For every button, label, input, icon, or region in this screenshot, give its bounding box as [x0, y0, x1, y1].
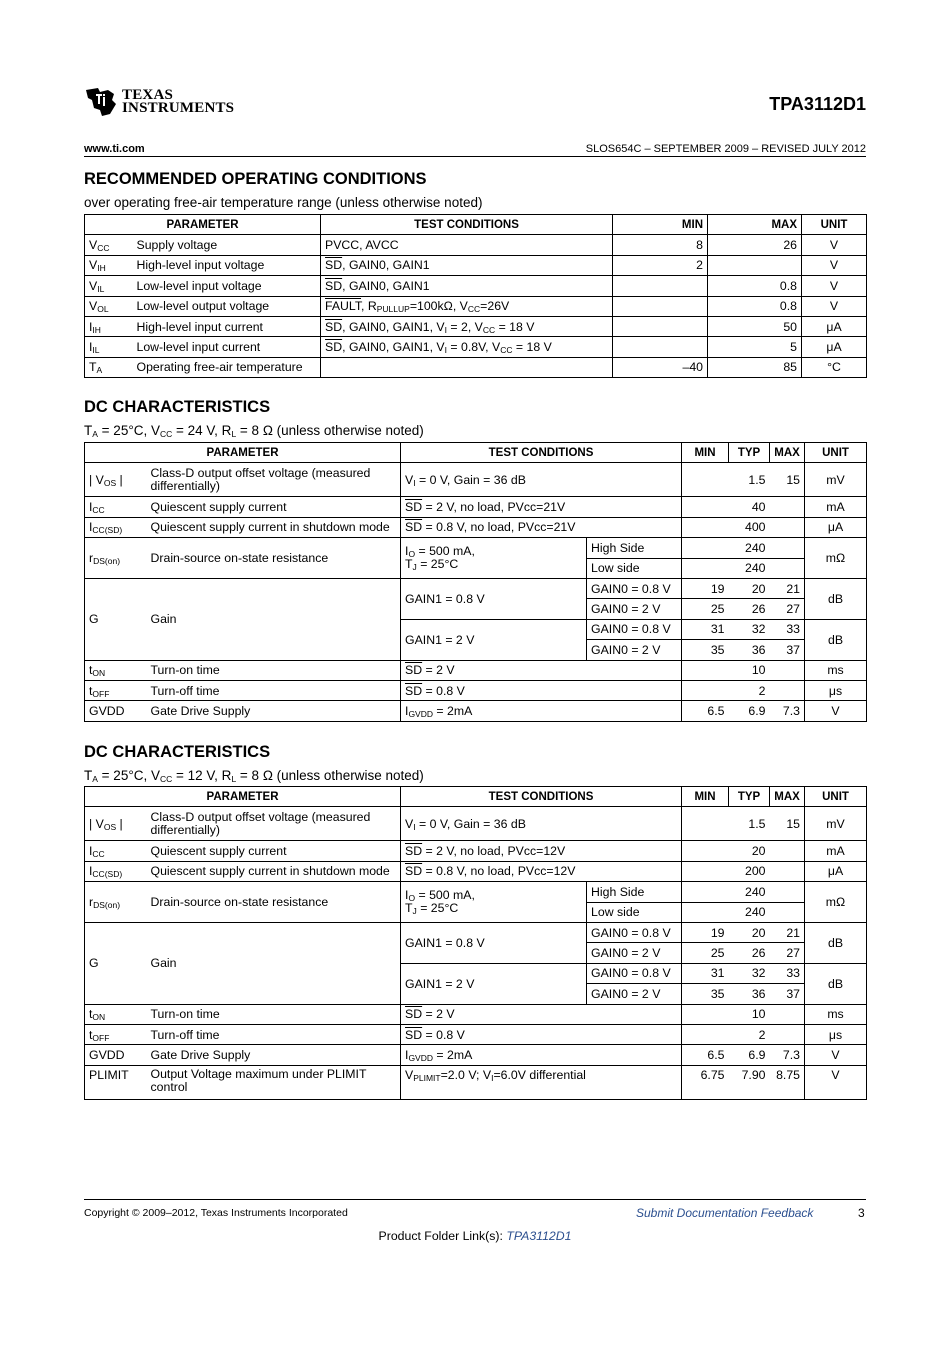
- typ-value: 20: [729, 578, 770, 598]
- symbol: GVDD: [85, 701, 147, 721]
- ti-logo[interactable]: [84, 84, 235, 120]
- max-value: 27: [770, 943, 805, 963]
- unit-value: V: [805, 1045, 867, 1065]
- max-value: 33: [770, 963, 805, 983]
- dc12-table: [84, 786, 867, 1100]
- param-desc: High-level input voltage: [133, 255, 321, 275]
- max-value: 0.8: [708, 296, 802, 316]
- unit-value: ms: [805, 660, 867, 680]
- typ-value: 2: [729, 680, 770, 700]
- roc-header-conditions: TEST CONDITIONS: [321, 215, 613, 235]
- unit-value: mA: [805, 841, 867, 861]
- min-value: [613, 296, 708, 316]
- param-desc: Class-D output offset voltage (measured differentially): [147, 463, 401, 497]
- unit-value: μA: [805, 861, 867, 881]
- symbol: $I_{CC(SD)}$: [85, 517, 147, 537]
- copyright: Copyright © 2009–2012, Texas Instruments Incorporated: [84, 1207, 348, 1219]
- param-desc: Supply voltage: [133, 235, 321, 255]
- test-condition: $V_{PLIMIT}=2.0$ V; $V_I=6.0V$ differential: [401, 1065, 682, 1099]
- param-desc: Gain: [147, 578, 401, 660]
- test-condition: $\overline{SD} = 0.8$ V, no load, PVcc=12V: [401, 861, 682, 881]
- symbol: G: [85, 578, 147, 660]
- unit-value: V: [805, 701, 867, 721]
- typ-value: 20: [729, 922, 770, 942]
- sub-condition: GAIN0 = 0.8 V: [587, 922, 682, 942]
- symbol: $I_{CC}$: [85, 841, 147, 861]
- table-row: [85, 1024, 867, 1044]
- dc24-header-conditions: TEST CONDITIONS: [401, 443, 682, 463]
- min-value: [613, 337, 708, 357]
- max-value: 37: [770, 984, 805, 1004]
- table-row: [85, 882, 867, 902]
- unit-value: dB: [805, 922, 867, 963]
- symbol: $t_{ON}$: [85, 660, 147, 680]
- table-row: [85, 337, 867, 357]
- symbol: $I_{CC}$: [85, 497, 147, 517]
- test-condition: $I_O = 500$ mA, $T_J = 25^\circ C$: [401, 882, 587, 923]
- sub-condition: High Side: [587, 538, 682, 558]
- roc-table: [84, 214, 867, 378]
- typ-value: 200: [729, 861, 770, 881]
- max-value: 7.3: [770, 1045, 805, 1065]
- table-row: [85, 463, 867, 497]
- unit-value: ms: [805, 1004, 867, 1024]
- typ-value: 240: [729, 902, 770, 922]
- typ-value: 1.5: [729, 807, 770, 841]
- unit-value: μA: [802, 337, 867, 357]
- typ-value: 400: [729, 517, 770, 537]
- test-condition: $\overline{SD}$, GAIN0, GAIN1, $V_I = 2$, $V_{CC} = 18$ V: [321, 316, 613, 336]
- symbol: $I_{CC(SD)}$: [85, 861, 147, 881]
- max-value: 26: [708, 235, 802, 255]
- max-value: 33: [770, 619, 805, 639]
- table-row: [85, 701, 867, 721]
- min-value: 25: [682, 599, 729, 619]
- dc12-subtitle: $T_A = 25^\circ C$, $V_{CC} = 12$ V, $R_L = 8$ Ω (unless otherwise noted): [84, 768, 424, 784]
- typ-value: 26: [729, 943, 770, 963]
- ti-logo-icon: [84, 84, 120, 120]
- sub-condition: GAIN0 = 2 V: [587, 599, 682, 619]
- max-value: 50: [708, 316, 802, 336]
- submit-feedback-link[interactable]: Submit Documentation Feedback: [636, 1206, 814, 1220]
- product-folder: [0, 1229, 950, 1243]
- min-value: 19: [682, 578, 729, 598]
- table-row: [85, 807, 867, 841]
- roc-subtitle: over operating free-air temperature range (unless otherwise noted): [84, 195, 483, 210]
- page-number: 3: [858, 1206, 865, 1220]
- dc24-header-max: MAX: [770, 443, 805, 463]
- param-desc: Quiescent supply current in shutdown mode: [147, 861, 401, 881]
- typ-value: 240: [729, 882, 770, 902]
- param-desc: Low-level input voltage: [133, 276, 321, 296]
- min-value: 35: [682, 984, 729, 1004]
- symbol: $r_{DS(on)}$: [85, 882, 147, 923]
- unit-value: μA: [805, 517, 867, 537]
- param-desc: Turn-off time: [147, 1024, 401, 1044]
- table-row: [85, 497, 867, 517]
- test-condition: PVCC, AVCC: [321, 235, 613, 255]
- min-value: 35: [682, 640, 729, 660]
- table-row: [85, 861, 867, 881]
- table-row: [85, 841, 867, 861]
- typ-value: 32: [729, 619, 770, 639]
- typ-value: 7.90: [729, 1065, 770, 1099]
- max-value: 37: [770, 640, 805, 660]
- unit-value: μA: [802, 316, 867, 336]
- param-desc: Gate Drive Supply: [147, 701, 401, 721]
- table-row: [85, 235, 867, 255]
- dc24-header-parameter: PARAMETER: [85, 443, 401, 463]
- min-value: 31: [682, 619, 729, 639]
- dc24-header-min: MIN: [682, 443, 729, 463]
- test-condition: GAIN1 = 0.8 V: [401, 922, 587, 963]
- table-row: [85, 1004, 867, 1024]
- dc24-header-typ: TYP: [729, 443, 770, 463]
- typ-value: 6.9: [729, 701, 770, 721]
- param-desc: Quiescent supply current: [147, 497, 401, 517]
- typ-value: 1.5: [729, 463, 770, 497]
- unit-value: dB: [805, 619, 867, 660]
- test-condition: $\overline{SD} = 2$ V, no load, PVcc=21V: [401, 497, 682, 517]
- typ-value: 10: [729, 660, 770, 680]
- product-folder-label: Product Folder Link(s):: [378, 1229, 507, 1243]
- test-condition: $V_I = 0$ V, Gain = 36 dB: [401, 463, 682, 497]
- table-row: [85, 660, 867, 680]
- sub-condition: Low side: [587, 902, 682, 922]
- unit-value: mΩ: [805, 538, 867, 579]
- max-value: 15: [770, 463, 805, 497]
- test-condition: $I_{GVDD} = 2mA$: [401, 1045, 682, 1065]
- param-desc: Output Voltage maximum under PLIMIT control: [147, 1065, 401, 1099]
- symbol: PLIMIT: [85, 1065, 147, 1099]
- max-value: 8.75: [770, 1065, 805, 1099]
- typ-value: 240: [729, 558, 770, 578]
- param-desc: High-level input current: [133, 316, 321, 336]
- param-desc: Gain: [147, 922, 401, 1004]
- test-condition: [321, 357, 613, 377]
- param-desc: Turn-on time: [147, 1004, 401, 1024]
- symbol: $I_{IL}$: [85, 337, 133, 357]
- test-condition: $\overline{SD}$, GAIN0, GAIN1, $V_I = 0.8V$, $V_{CC} = 18$ V: [321, 337, 613, 357]
- sub-condition: GAIN0 = 2 V: [587, 943, 682, 963]
- unit-value: °C: [802, 357, 867, 377]
- unit-value: V: [802, 276, 867, 296]
- max-value: 21: [770, 578, 805, 598]
- typ-value: 32: [729, 963, 770, 983]
- min-value: 19: [682, 922, 729, 942]
- table-row: [85, 578, 867, 598]
- unit-value: dB: [805, 963, 867, 1004]
- symbol: $t_{OFF}$: [85, 680, 147, 700]
- unit-value: mΩ: [805, 882, 867, 923]
- header-divider: [84, 156, 866, 157]
- company-line2: INSTRUMENTS: [122, 100, 235, 116]
- table-row: [85, 680, 867, 700]
- test-condition: GAIN1 = 2 V: [401, 619, 587, 660]
- symbol: $t_{ON}$: [85, 1004, 147, 1024]
- symbol: $I_{IH}$: [85, 316, 133, 336]
- unit-value: mV: [805, 463, 867, 497]
- min-value: [613, 276, 708, 296]
- dc12-header-unit: UNIT: [805, 787, 867, 807]
- sub-condition: GAIN0 = 0.8 V: [587, 963, 682, 983]
- param-desc: Turn-off time: [147, 680, 401, 700]
- test-condition: $V_I = 0$ V, Gain = 36 dB: [401, 807, 682, 841]
- param-desc: Quiescent supply current: [147, 841, 401, 861]
- symbol: | $V_{OS}$ |: [85, 807, 147, 841]
- unit-value: V: [802, 235, 867, 255]
- symbol: $T_A$: [85, 357, 133, 377]
- symbol: $V_{CC}$: [85, 235, 133, 255]
- typ-value: 36: [729, 640, 770, 660]
- roc-header-max: MAX: [708, 215, 802, 235]
- max-value: 15: [770, 807, 805, 841]
- param-desc: Gate Drive Supply: [147, 1045, 401, 1065]
- dc12-header-conditions: TEST CONDITIONS: [401, 787, 682, 807]
- table-row: [85, 1045, 867, 1065]
- typ-value: 240: [729, 538, 770, 558]
- min-value: 31: [682, 963, 729, 983]
- sub-condition: GAIN0 = 0.8 V: [587, 578, 682, 598]
- min-value: 8: [613, 235, 708, 255]
- unit-value: V: [805, 1065, 867, 1099]
- doc-title: TPA3112D1: [769, 94, 866, 114]
- sub-condition: GAIN0 = 0.8 V: [587, 619, 682, 639]
- max-value: 85: [708, 357, 802, 377]
- test-condition: $\overline{SD} = 0.8$ V, no load, PVcc=21V: [401, 517, 682, 537]
- param-desc: Operating free-air temperature: [133, 357, 321, 377]
- max-value: [708, 255, 802, 275]
- dc12-header-max: MAX: [770, 787, 805, 807]
- unit-value: V: [802, 296, 867, 316]
- param-desc: Class-D output offset voltage (measured differentially): [147, 807, 401, 841]
- min-value: 6.5: [682, 1045, 729, 1065]
- symbol: | $V_{OS}$ |: [85, 463, 147, 497]
- typ-value: 26: [729, 599, 770, 619]
- typ-value: 10: [729, 1004, 770, 1024]
- unit-value: V: [802, 255, 867, 275]
- table-row: [85, 1065, 867, 1099]
- param-desc: Turn-on time: [147, 660, 401, 680]
- test-condition: $\overline{SD} = 2$ V: [401, 660, 682, 680]
- dc12-header-min: MIN: [682, 787, 729, 807]
- dc24-title: DC CHARACTERISTICS: [84, 398, 271, 416]
- roc-header-unit: UNIT: [802, 215, 867, 235]
- dc24-subtitle-rest: = 8 Ω (unless otherwise noted): [236, 423, 424, 438]
- typ-value: 40: [729, 497, 770, 517]
- website-link[interactable]: www.ti.com: [84, 143, 145, 155]
- param-desc: Drain-source on-state resistance: [147, 882, 401, 923]
- test-condition: GAIN1 = 0.8 V: [401, 578, 587, 619]
- symbol: $r_{DS(on)}$: [85, 538, 147, 579]
- typ-value: 6.9: [729, 1045, 770, 1065]
- test-condition: $I_O = 500$ mA, $T_J = 25^\circ C$: [401, 538, 587, 579]
- min-value: –40: [613, 357, 708, 377]
- unit-value: mA: [805, 497, 867, 517]
- doc-id: SLOS654C – SEPTEMBER 2009 – REVISED JULY 2012: [585, 143, 866, 155]
- test-condition: $\overline{SD} = 0.8$ V: [401, 680, 682, 700]
- table-row: [85, 276, 867, 296]
- min-value: 25: [682, 943, 729, 963]
- roc-header-parameter: PARAMETER: [85, 215, 321, 235]
- min-value: [613, 316, 708, 336]
- table-row: [85, 255, 867, 275]
- min-value: 6.75: [682, 1065, 729, 1099]
- max-value: 21: [770, 922, 805, 942]
- table-row: [85, 357, 867, 377]
- typ-value: 36: [729, 984, 770, 1004]
- typ-value: 2: [729, 1024, 770, 1044]
- symbol: G: [85, 922, 147, 1004]
- dc12-header-typ: TYP: [729, 787, 770, 807]
- dc12-header-parameter: PARAMETER: [85, 787, 401, 807]
- symbol: GVDD: [85, 1045, 147, 1065]
- param-desc: Quiescent supply current in shutdown mode: [147, 517, 401, 537]
- symbol: $V_{IH}$: [85, 255, 133, 275]
- product-folder-link[interactable]: TPA3112D1: [506, 1229, 572, 1243]
- roc-header-min: MIN: [613, 215, 708, 235]
- table-row: [85, 538, 867, 558]
- sub-condition: Low side: [587, 558, 682, 578]
- test-condition: GAIN1 = 2 V: [401, 963, 587, 1004]
- typ-value: 20: [729, 841, 770, 861]
- max-value: 7.3: [770, 701, 805, 721]
- symbol: $V_{OL}$: [85, 296, 133, 316]
- dc24-table: [84, 442, 867, 722]
- dc24-subtitle: $T_A = 25^\circ C$, $V_{CC} = 24$ V, $R_L = 8$ Ω (unless otherwise noted): [84, 423, 424, 439]
- param-desc: Low-level output voltage: [133, 296, 321, 316]
- footer-divider: [84, 1199, 866, 1200]
- sub-condition: GAIN0 = 2 V: [587, 984, 682, 1004]
- test-condition: $I_{GVDD} = 2mA$: [401, 701, 682, 721]
- test-condition: $\overline{SD}$, GAIN0, GAIN1: [321, 276, 613, 296]
- symbol: $t_{OFF}$: [85, 1024, 147, 1044]
- test-condition: FAULT, $R_{PULLUP}=100k\Omega$, $V_{CC}=26V$: [321, 296, 613, 316]
- unit-value: μs: [805, 680, 867, 700]
- param-desc: Drain-source on-state resistance: [147, 538, 401, 579]
- table-row: [85, 922, 867, 942]
- max-value: 27: [770, 599, 805, 619]
- dc12-subtitle-rest: = 8 Ω (unless otherwise noted): [236, 768, 424, 783]
- test-condition: $\overline{SD} = 0.8$ V: [401, 1024, 682, 1044]
- max-value: 0.8: [708, 276, 802, 296]
- sub-condition: GAIN0 = 2 V: [587, 640, 682, 660]
- min-value: 2: [613, 255, 708, 275]
- dc24-header-unit: UNIT: [805, 443, 867, 463]
- test-condition: $\overline{SD}$, GAIN0, GAIN1: [321, 255, 613, 275]
- company-line1: TEXAS: [122, 87, 174, 103]
- table-row: [85, 296, 867, 316]
- sub-condition: High Side: [587, 882, 682, 902]
- unit-value: μs: [805, 1024, 867, 1044]
- max-value: 5: [708, 337, 802, 357]
- table-row: [85, 316, 867, 336]
- test-condition: $\overline{SD} = 2$ V: [401, 1004, 682, 1024]
- table-row: [85, 517, 867, 537]
- test-condition: $\overline{SD} = 2$ V, no load, PVcc=12V: [401, 841, 682, 861]
- dc12-title: DC CHARACTERISTICS: [84, 743, 271, 761]
- min-value: 6.5: [682, 701, 729, 721]
- unit-value: mV: [805, 807, 867, 841]
- unit-value: dB: [805, 578, 867, 619]
- symbol: $V_{IL}$: [85, 276, 133, 296]
- param-desc: Low-level input current: [133, 337, 321, 357]
- roc-title: RECOMMENDED OPERATING CONDITIONS: [84, 170, 427, 188]
